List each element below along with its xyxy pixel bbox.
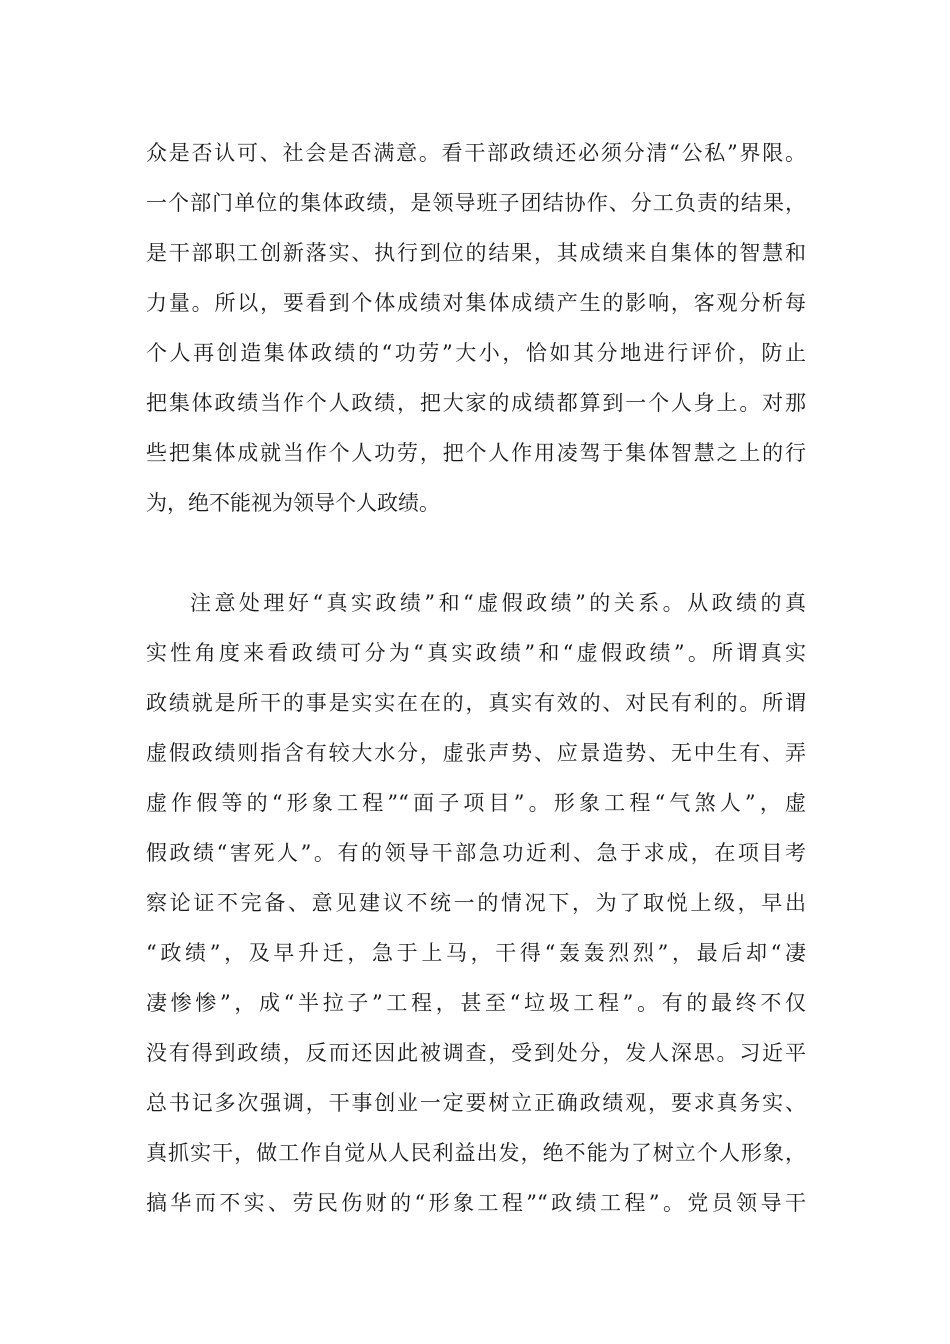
- paragraph-line: 些把集体成就当作个人功劳，把个人作用凌驾于集体智慧之上的行: [146, 441, 806, 465]
- paragraph-line: 是干部职工创新落实、执行到位的结果，其成绩来自集体的智慧和: [146, 241, 806, 265]
- paragraph-line: 凄惨惨”，成“半拉子”工程，甚至“垃圾工程”。有的最终不仅: [146, 991, 806, 1015]
- paragraph-line: 总书记多次强调，干事创业一定要树立正确政绩观，要求真务实、: [146, 1091, 806, 1115]
- paragraph-line: 把集体政绩当作个人政绩，把大家的成绩都算到一个人身上。对那: [146, 391, 806, 415]
- paragraph-line: 个人再创造集体政绩的“功劳”大小，恰如其分地进行评价，防止: [146, 341, 806, 365]
- paragraph-line: 力量。所以，要看到个体成绩对集体成绩产生的影响，客观分析每: [146, 291, 806, 315]
- paragraph-line: 注意处理好“真实政绩”和“虚假政绩”的关系。从政绩的真: [190, 591, 806, 615]
- paragraph-line: 虚假政绩则指含有较大水分，虚张声势、应景造势、无中生有、弄: [146, 741, 806, 765]
- paragraph-line: 为，绝不能视为领导个人政绩。: [146, 491, 440, 515]
- paragraph-line: 政绩就是所干的事是实实在在的，真实有效的、对民有利的。所谓: [146, 691, 806, 715]
- paragraph-line: 搞华而不实、劳民伤财的“形象工程”“政绩工程”。党员领导干: [146, 1191, 806, 1215]
- paragraph-line: “政绩”，及早升迁，急于上马，干得“轰轰烈烈”，最后却“凄: [146, 941, 806, 965]
- paragraph-line: 实性角度来看政绩可分为“真实政绩”和“虚假政绩”。所谓真实: [146, 641, 806, 665]
- paragraph-line: 察论证不完备、意见建议不统一的情况下，为了取悦上级，早出: [146, 891, 806, 915]
- paragraph-line: 真抓实干，做工作自觉从人民利益出发，绝不能为了树立个人形象，: [146, 1141, 806, 1165]
- paragraph-line: 假政绩“害死人”。有的领导干部急功近利、急于求成，在项目考: [146, 841, 806, 865]
- paragraph-line: 众是否认可、社会是否满意。看干部政绩还必须分清“公私”界限。: [146, 141, 806, 165]
- paragraph-line: 一个部门单位的集体政绩，是领导班子团结协作、分工负责的结果，: [146, 191, 806, 215]
- paragraph-line: 虚作假等的“形象工程”“面子项目”。形象工程“气煞人”，虚: [146, 791, 806, 815]
- paragraph-line: 没有得到政绩，反而还因此被调查，受到处分，发人深思。习近平: [146, 1041, 806, 1065]
